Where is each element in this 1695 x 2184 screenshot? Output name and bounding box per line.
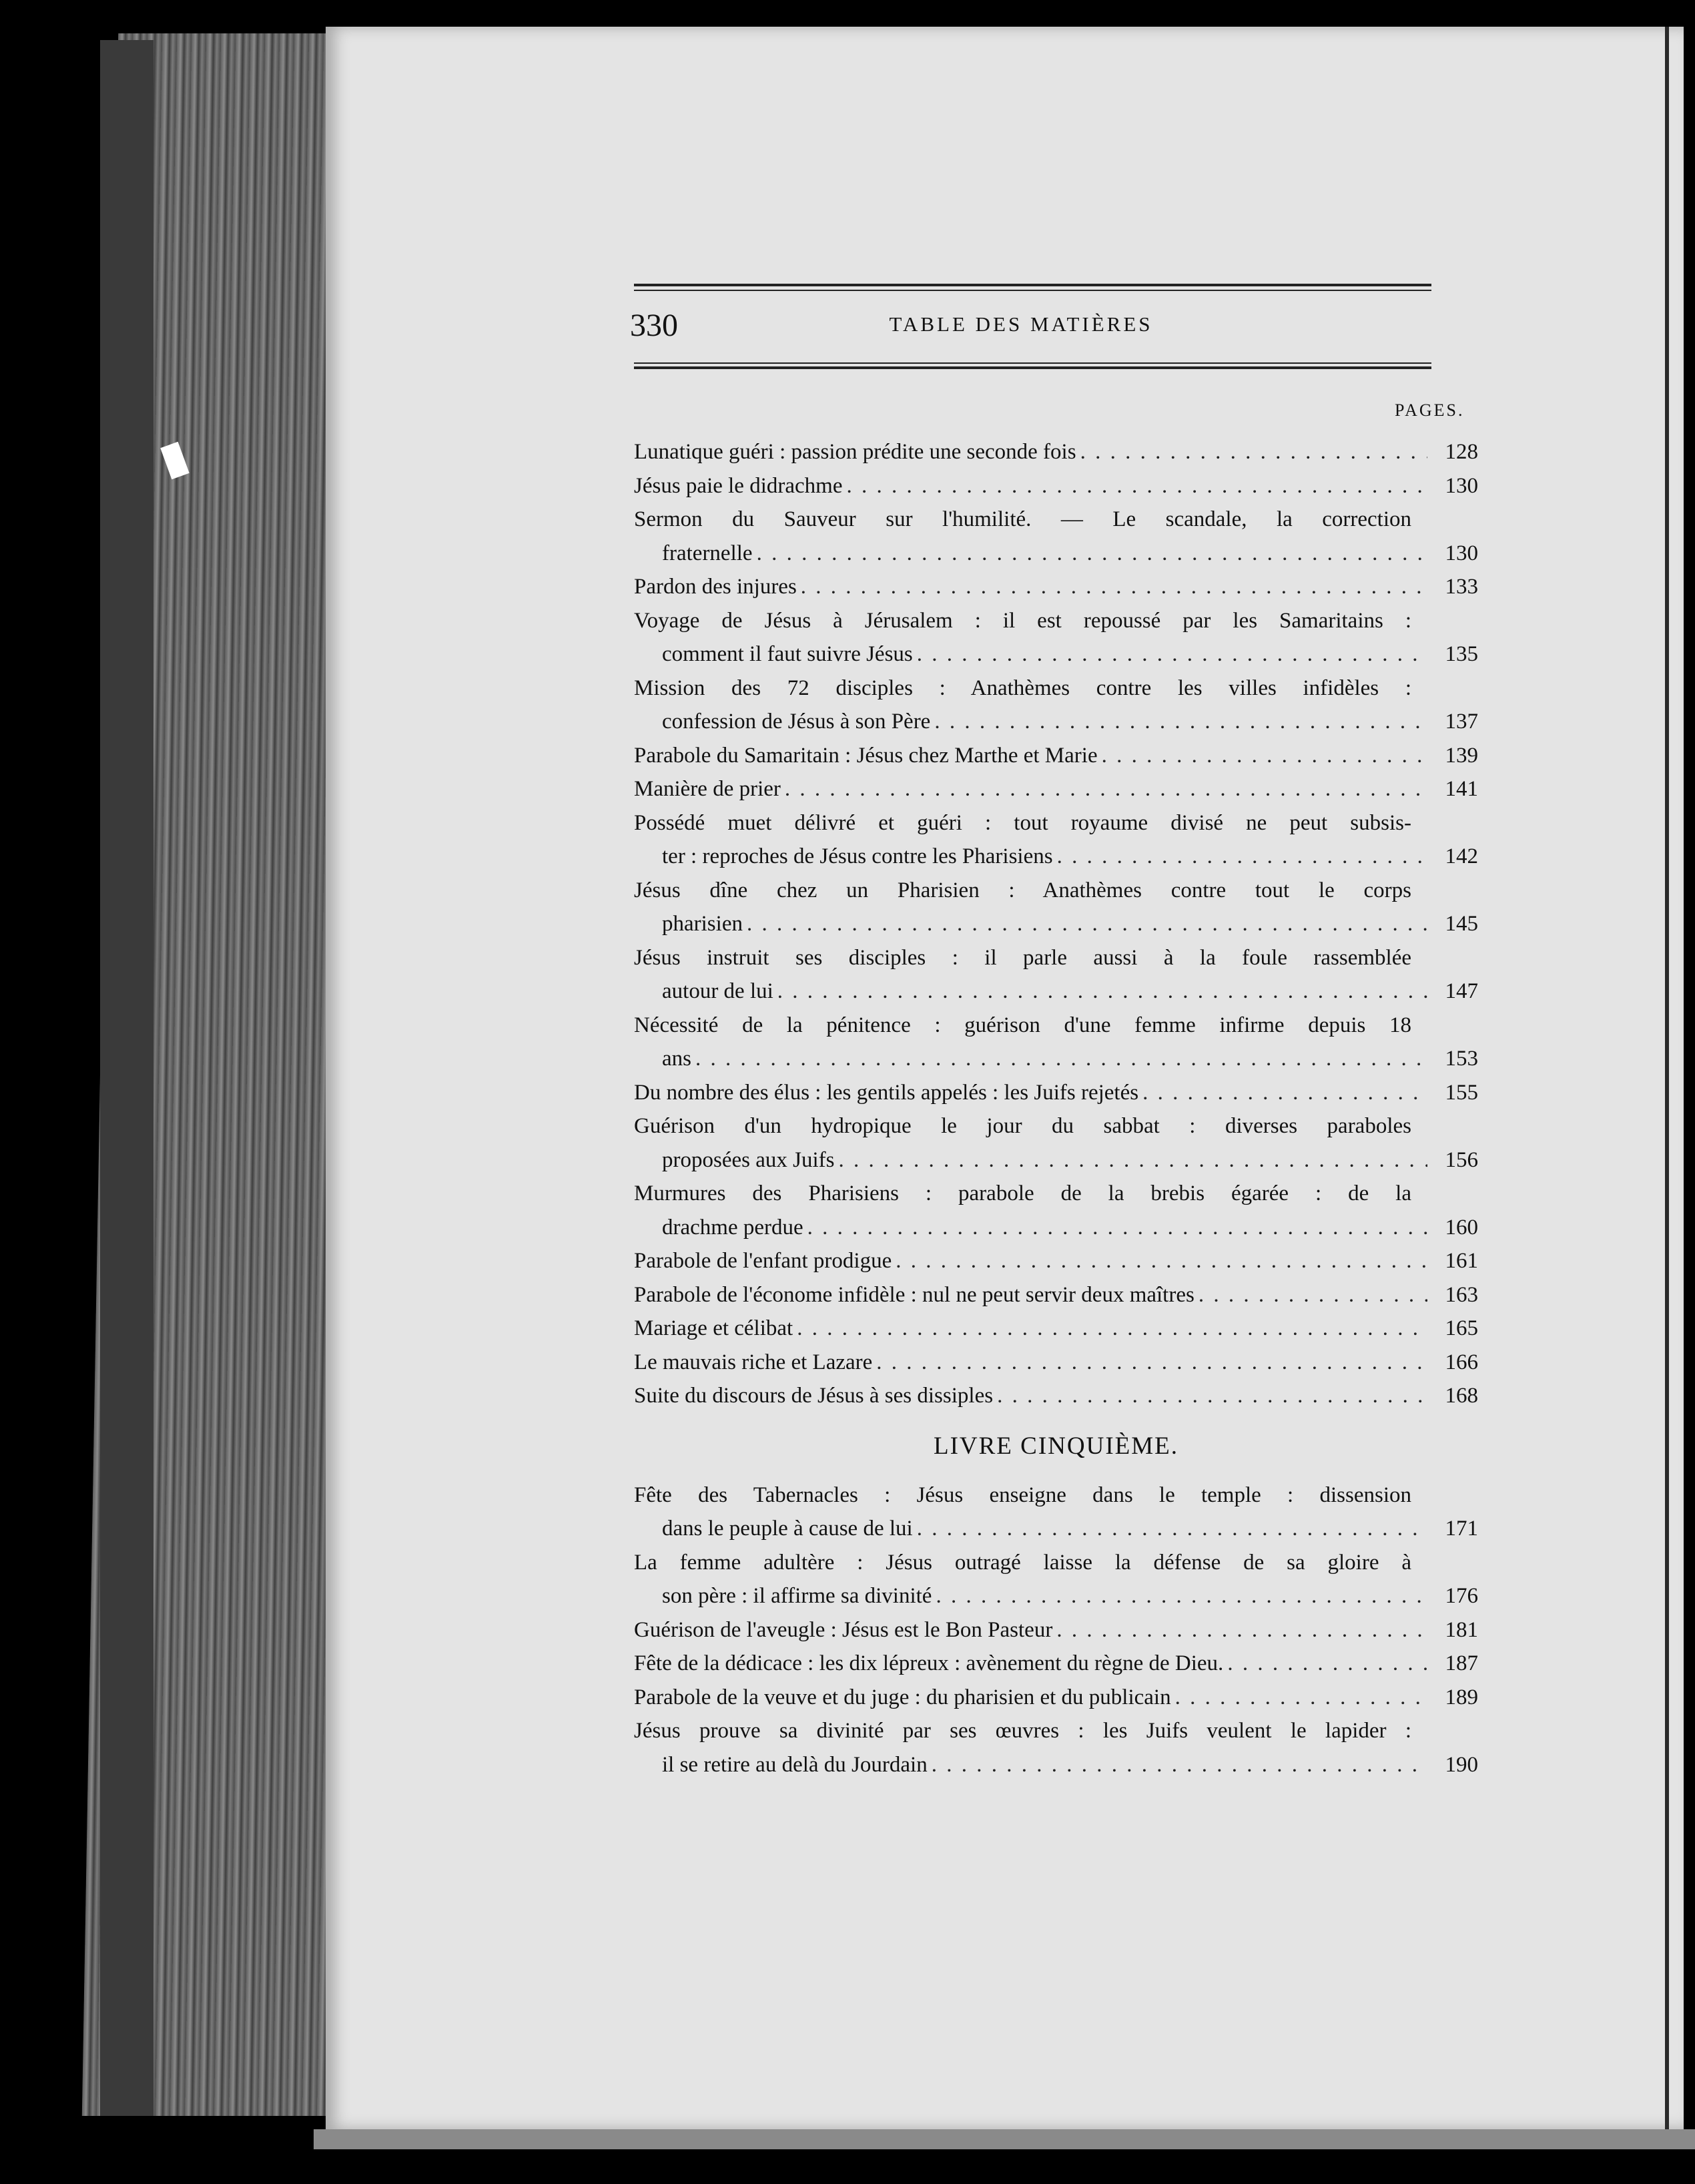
toc-entry-text: drachme perdue — [662, 1215, 803, 1240]
header-rule-top-thin — [634, 290, 1431, 291]
toc-entry — [634, 1278, 1478, 1312]
dot-leader — [1142, 1076, 1427, 1110]
toc-page-number: 128 — [1445, 440, 1478, 464]
toc-entry-text: Mission des 72 disciples : Anathèmes contre les villes infidèles : — [634, 675, 1411, 700]
dot-leader — [747, 907, 1427, 941]
toc-page-number: 139 — [1445, 743, 1478, 768]
toc-entry-text: son père : il affirme sa divinité — [662, 1584, 932, 1608]
toc-page-number: 137 — [1445, 710, 1478, 734]
toc-page-number: 130 — [1445, 473, 1478, 498]
dot-leader — [997, 1379, 1427, 1413]
toc-entry-text: autour de lui — [662, 979, 773, 1003]
toc-page-number: 176 — [1445, 1584, 1478, 1608]
toc-entry-text: La femme adultère : Jésus outragé laisse la défense de sa gloire à — [634, 1550, 1411, 1575]
toc-entry-text: Murmures des Pharisiens : parabole de la brebis égarée : de la — [634, 1181, 1411, 1205]
toc-entry-text: Lunatique guéri : passion prédite une seconde fois — [634, 440, 1076, 464]
toc-entry-text: ter : reproches de Jésus contre les Pharisiens — [662, 844, 1053, 868]
toc-page-number: 161 — [1445, 1249, 1478, 1273]
toc-entry — [634, 1076, 1478, 1110]
header-rule-bottom-thin — [634, 362, 1431, 364]
toc-entry-text: dans le peuple à cause de lui — [662, 1517, 913, 1541]
toc-entries — [634, 435, 1478, 1413]
dot-leader — [1175, 1681, 1427, 1715]
toc-page-number: 163 — [1445, 1282, 1478, 1307]
toc-entry — [634, 1546, 1478, 1613]
page-bottom-edge — [314, 2129, 1695, 2149]
dot-leader — [1056, 1613, 1427, 1647]
dot-leader — [936, 1579, 1427, 1613]
toc-entry — [634, 941, 1478, 1009]
toc-page-number: 181 — [1445, 1617, 1478, 1642]
toc-entry-text: Manière de prier — [634, 777, 781, 801]
page-number: 330 — [630, 308, 678, 343]
toc-page-number: 142 — [1445, 844, 1478, 868]
toc-entry — [634, 1714, 1478, 1782]
pages-column-label: PAGES. — [1395, 400, 1465, 420]
toc-entry — [634, 1177, 1478, 1244]
dot-leader — [801, 570, 1427, 604]
dot-leader — [785, 772, 1427, 806]
dot-leader — [846, 469, 1427, 503]
toc-entry — [634, 604, 1478, 671]
toc-entry-text: proposées aux Juifs — [662, 1147, 835, 1172]
toc-page-number: 190 — [1445, 1752, 1478, 1777]
dot-leader — [876, 1346, 1427, 1380]
dot-leader — [838, 1143, 1427, 1177]
dot-leader — [695, 1042, 1427, 1076]
toc-entry-text: Jésus dîne chez un Pharisien : Anathèmes contre tout le corps — [634, 878, 1411, 902]
toc-page-number: 160 — [1445, 1215, 1478, 1240]
toc-entry — [634, 1681, 1478, 1715]
dot-leader — [1227, 1647, 1427, 1681]
toc-page-number: 153 — [1445, 1047, 1478, 1071]
toc-entry-text: Le mauvais riche et Lazare — [634, 1350, 873, 1374]
toc-entry — [634, 1312, 1478, 1346]
toc-page-number: 145 — [1445, 912, 1478, 936]
toc-entry-text: Fête des Tabernacles : Jésus enseigne dans le temple : dissension — [634, 1482, 1411, 1507]
toc-entry-text: pharisien — [662, 912, 743, 936]
toc-page-number: 165 — [1445, 1316, 1478, 1340]
toc-entry — [634, 1009, 1478, 1076]
toc-entry — [634, 1379, 1478, 1413]
toc-entry-text: Voyage de Jésus à Jérusalem : il est repoussé par les Samaritains : — [634, 608, 1411, 633]
toc-page-number: 171 — [1445, 1517, 1478, 1541]
toc-page-number: 147 — [1445, 979, 1478, 1003]
dot-leader — [1199, 1278, 1427, 1312]
toc-entry-text: Mariage et célibat — [634, 1316, 793, 1340]
toc-entry — [634, 1346, 1478, 1380]
toc-page-number: 135 — [1445, 642, 1478, 666]
toc-entry — [634, 1647, 1478, 1681]
toc-entry-text: ans — [662, 1047, 691, 1071]
section-heading: LIVRE CINQUIÈME. — [933, 1432, 1178, 1460]
dot-leader — [1080, 435, 1427, 469]
toc-entry-text: Parabole de l'économe infidèle : nul ne peut servir deux maîtres — [634, 1282, 1195, 1307]
toc-entry — [634, 806, 1478, 874]
running-title: TABLE DES MATIÈRES — [889, 312, 1153, 336]
toc-entry-text: Parabole du Samaritain : Jésus chez Marthe et Marie — [634, 743, 1098, 768]
toc-entry-text: Pardon des injures — [634, 575, 797, 599]
dot-leader — [1057, 840, 1427, 874]
toc-page-number: 166 — [1445, 1350, 1478, 1374]
dot-leader — [917, 1512, 1427, 1546]
toc-entry — [634, 1613, 1478, 1647]
dot-leader — [934, 705, 1427, 739]
toc-entry-text: Possédé muet délivré et guéri : tout royaume divisé ne peut subsis- — [634, 810, 1411, 835]
dot-leader — [896, 1244, 1427, 1278]
toc-entry — [634, 671, 1478, 739]
toc-entry-text: Fête de la dédicace : les dix lépreux : avènement du règne de Dieu. — [634, 1651, 1224, 1675]
dot-leader — [797, 1312, 1427, 1346]
header-rule-top — [634, 284, 1431, 286]
dot-leader — [757, 537, 1427, 571]
book-cover-edge — [100, 40, 153, 2116]
toc-page-number: 187 — [1445, 1651, 1478, 1675]
toc-entry-text: Guérison de l'aveugle : Jésus est le Bon Pasteur — [634, 1617, 1053, 1642]
toc-entry-text: fraternelle — [662, 541, 753, 565]
toc-entry — [634, 503, 1478, 570]
toc-entry-text: Jésus instruit ses disciples : il parle aussi à la foule rassemblée — [634, 945, 1411, 970]
toc-entry — [634, 469, 1478, 503]
toc-entry-text: Du nombre des élus : les gentils appelés : les Juifs rejetés — [634, 1080, 1139, 1105]
toc-entry — [634, 1478, 1478, 1546]
table-of-contents — [634, 435, 1478, 1782]
toc-entry — [634, 1109, 1478, 1177]
toc-entry — [634, 739, 1478, 773]
scan-border-line — [1665, 27, 1669, 2129]
toc-entry — [634, 435, 1478, 469]
toc-entry-text: Guérison d'un hydropique le jour du sabbat : diverses paraboles — [634, 1114, 1411, 1138]
toc-entry-text: Sermon du Sauveur sur l'humilité. — Le scandale, la correction — [634, 507, 1411, 531]
toc-page-number: 168 — [1445, 1384, 1478, 1408]
dot-leader — [807, 1211, 1427, 1245]
toc-entry-text: Nécessité de la pénitence : guérison d'une femme infirme depuis 18 — [634, 1013, 1411, 1037]
dot-leader — [932, 1748, 1427, 1782]
dot-leader — [917, 637, 1427, 671]
toc-entry — [634, 1244, 1478, 1278]
dot-leader — [777, 975, 1427, 1009]
toc-page-number: 130 — [1445, 541, 1478, 565]
toc-entry-text: Parabole de l'enfant prodigue — [634, 1249, 892, 1273]
toc-page-number: 189 — [1445, 1685, 1478, 1709]
header-rule-bottom — [634, 366, 1431, 369]
toc-entry-text: Parabole de la veuve et du juge : du pharisien et du publicain — [634, 1685, 1171, 1709]
toc-entry-text: Jésus paie le didrachme — [634, 473, 843, 498]
toc-entry — [634, 772, 1478, 806]
toc-entry-text: Suite du discours de Jésus à ses dissiples — [634, 1384, 994, 1408]
toc-entry-text: il se retire au delà du Jourdain — [662, 1752, 928, 1777]
toc-entry — [634, 570, 1478, 604]
dot-leader — [1102, 739, 1427, 773]
toc-page-number: 141 — [1445, 777, 1478, 801]
toc-page-number: 133 — [1445, 575, 1478, 599]
toc-entry-text: Jésus prouve sa divinité par ses œuvres : les Juifs veulent le lapider : — [634, 1719, 1411, 1743]
toc-entry-text: confession de Jésus à son Père — [662, 710, 931, 734]
toc-page-number: 156 — [1445, 1147, 1478, 1172]
toc-entry — [634, 874, 1478, 941]
toc-entries-book-five — [634, 1478, 1478, 1782]
toc-entry-text: comment il faut suivre Jésus — [662, 642, 913, 666]
toc-page-number: 155 — [1445, 1080, 1478, 1105]
